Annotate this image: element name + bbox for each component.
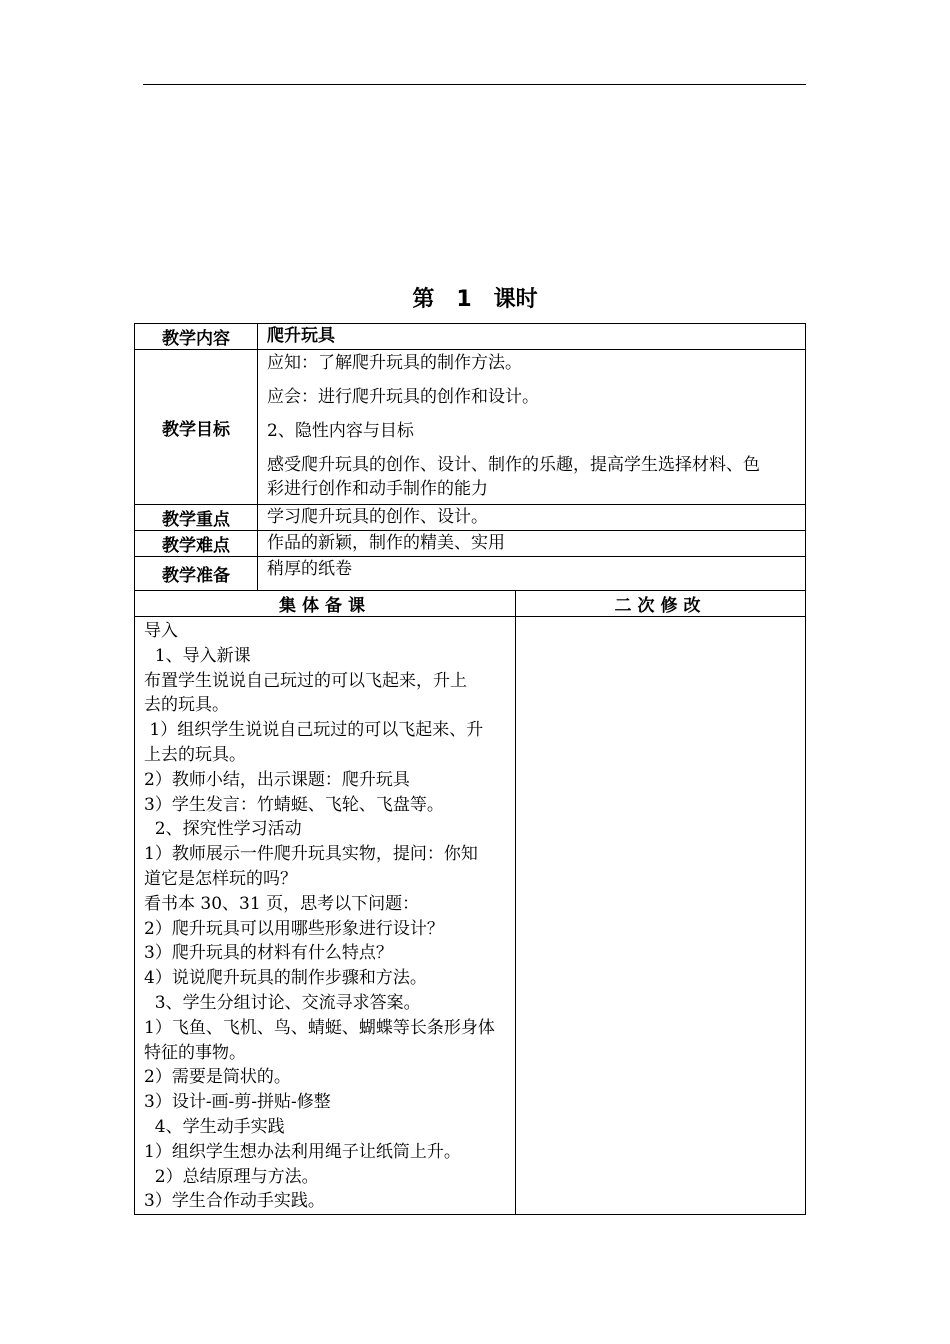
objective-line: 应会：进行爬升玩具的创作和设计。	[267, 387, 539, 407]
lesson-line: 1、导入新课	[144, 645, 251, 666]
lesson-line: 4）说说爬升玩具的制作步骤和方法。	[144, 968, 427, 989]
lesson-line: 3）设计-画-剪-拼贴-修整	[144, 1092, 331, 1113]
lesson-line: 1）组织学生说说自己玩过的可以飞起来、升	[144, 720, 484, 741]
lesson-line: 特征的事物。	[144, 1042, 246, 1063]
row-column-headers	[135, 591, 806, 617]
row-content	[135, 324, 806, 350]
revision-body	[516, 617, 806, 1215]
lesson-line: 道它是怎样玩的吗？	[144, 868, 297, 889]
row-key-points	[135, 505, 806, 531]
objectives-value	[258, 350, 806, 505]
lesson-line: 1）飞鱼、飞机、鸟、蜻蜓、蝴蝶等长条形身体	[144, 1017, 495, 1038]
row-objectives	[135, 350, 806, 505]
lesson-line: 1）组织学生想办法利用绳子让纸筒上升。	[144, 1141, 461, 1162]
row-lesson-body	[135, 617, 806, 1215]
lesson-line: 3）爬升玩具的材料有什么特点？	[144, 943, 393, 964]
lesson-line: 4、学生动手实践	[144, 1116, 285, 1137]
content-label: 教学内容	[135, 324, 258, 350]
lesson-lines	[144, 619, 509, 1214]
lesson-line: 3）学生发言：竹蜻蜓、飞轮、飞盘等。	[144, 794, 444, 815]
lesson-line: 2）需要是筒状的。	[144, 1067, 291, 1088]
row-difficulties	[135, 531, 806, 557]
objective-line: 应知：了解爬升玩具的制作方法。	[267, 353, 522, 373]
lesson-line: 去的玩具。	[144, 695, 229, 716]
collective-prep-body	[135, 617, 516, 1215]
lesson-plan-table	[134, 323, 806, 1215]
content-value: 爬升玩具	[258, 324, 806, 350]
objective-line: 感受爬升玩具的创作、设计、制作的乐趣，提高学生选择材料、色	[267, 455, 760, 475]
objective-line: 彩进行创作和动手制作的能力	[267, 479, 488, 499]
lesson-line: 2）总结原理与方法。	[144, 1166, 319, 1187]
revision-header: 二次修改	[516, 591, 806, 617]
objective-line: 2、隐性内容与目标	[267, 421, 414, 441]
difficulties-value: 作品的新颖，制作的精美、实用	[258, 531, 806, 557]
key-points-label: 教学重点	[135, 505, 258, 531]
header-rule	[143, 84, 806, 85]
objectives-label: 教学目标	[135, 350, 258, 505]
lesson-line: 布置学生说说自己玩过的可以飞起来，升上	[144, 670, 467, 691]
lesson-line: 2）教师小结，出示课题：爬升玩具	[144, 769, 410, 790]
page-title: 第 1 课时	[412, 287, 538, 312]
lesson-line: 看书本 30、31 页，思考以下问题：	[144, 893, 420, 914]
lesson-line: 3、学生分组讨论、交流寻求答案。	[144, 992, 421, 1013]
preparation-label: 教学准备	[135, 557, 258, 591]
row-preparation	[135, 557, 806, 591]
lesson-line: 3）学生合作动手实践。	[144, 1191, 325, 1212]
preparation-value: 稍厚的纸卷	[258, 557, 806, 591]
lesson-line: 上去的玩具。	[144, 744, 246, 765]
key-points-value: 学习爬升玩具的创作、设计。	[258, 505, 806, 531]
lesson-line: 1）教师展示一件爬升玩具实物，提问：你知	[144, 844, 478, 865]
lesson-line: 导入	[144, 621, 178, 641]
lesson-line: 2）爬升玩具可以用哪些形象进行设计？	[144, 918, 444, 939]
lesson-line: 2、探究性学习活动	[144, 819, 302, 840]
collective-prep-header: 集体备课	[135, 591, 516, 617]
difficulties-label: 教学难点	[135, 531, 258, 557]
